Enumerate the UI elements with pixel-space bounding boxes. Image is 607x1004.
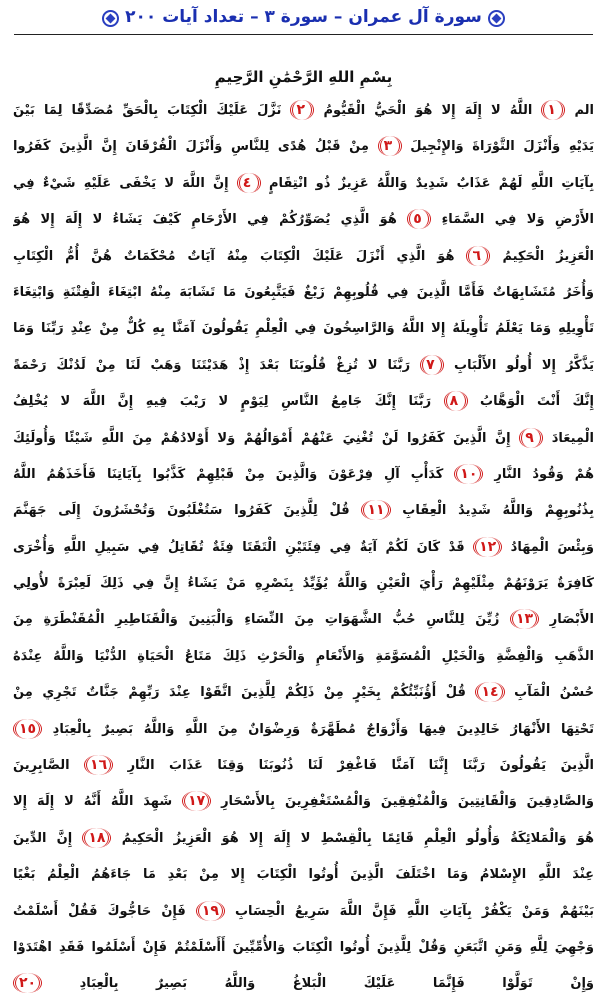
verse-number-marker — [444, 391, 468, 411]
text-line — [13, 276, 594, 312]
verse-number-marker — [466, 246, 490, 266]
surah-title: سورة آل عمران – سورة ٣ – تعداد آيات ٢٠٠ — [125, 7, 482, 27]
verse-number-marker — [290, 100, 314, 120]
verse-number: ١٦ — [90, 757, 108, 774]
verse-number-marker — [361, 500, 390, 520]
verse-number-marker — [13, 719, 42, 739]
verse-text: الذَّهَبِ وَالْفِضَّةِ وَالْخَيْلِ الْمُسَوَّمَةِ وَالأَنْعَامِ وَالْحَرْثِ ذَلِكَ مَتَاعُ الْحَيَاةِ الدُّنْيَا وَاللَّهُ عِنْدَهُ — [13, 648, 594, 664]
verse-number: ١ — [547, 102, 556, 118]
verse-text: مِنْ قَبْلُ هُدًى لِلنَّاسِ وَأَنْزَلَ الْفُرْقَانَ إِنَّ الَّذِينَ كَفَرُوا — [13, 139, 378, 155]
verse-number-marker — [237, 173, 261, 193]
text-line — [13, 785, 594, 821]
text-line — [13, 458, 594, 494]
verse-text: الأَبْصَارِ — [539, 612, 594, 628]
verse-text: هُمْ وَقُودُ النَّارِ — [483, 466, 594, 482]
verse-text: رَبَّنَا إِنَّكَ جَامِعُ النَّاسِ لِيَوْمٍ لا رَيْبَ فِيهِ إِنَّ اللَّهَ لا يُخْلِفُ — [13, 394, 444, 410]
verse-number: ١٠ — [460, 465, 478, 482]
verse-number: ١٧ — [188, 793, 206, 810]
verse-number: ٨ — [449, 393, 459, 410]
text-line — [13, 640, 594, 676]
verse-text: كَافِرَةٌ يَرَوْنَهُمْ مِثْلَيْهِمْ رَأْيَ الْعَيْنِ وَاللَّهُ يُؤَيِّدُ بِنَصْرِهِ مَنْ يَشَاءُ إِنَّ فِي ذَلِكَ لَعِبْرَةً لأُولِي — [13, 576, 594, 592]
verse-number: ٤ — [242, 174, 252, 191]
text-line — [13, 822, 594, 858]
verse-text: وَجْهِيَ لِلَّهِ وَمَنِ اتَّبَعَنِ وَقُلْ لِلَّذِينَ أُوتُوا الْكِتَابَ وَالأُمِّيِّينَ أَأَسْلَمْتُمْ فَإِنْ أَسْلَمُوا فَقَدِ اهْتَدَوْا — [13, 939, 594, 955]
verse-number-marker — [182, 791, 211, 811]
basmala: بِسْمِ اللهِ الرَّحْمَٰنِ الرَّحِيمِ — [214, 68, 393, 86]
verse-text: الَّذِينَ يَقُولُونَ رَبَّنَا إِنَّنَا آمَنَّا فَاغْفِرْ لَنَا ذُنُوبَنَا وَقِنَا عَذَابَ النَّارِ — [113, 758, 594, 774]
header-ornament-icon — [488, 10, 505, 27]
verse-text: شَهِدَ اللَّهُ أَنَّهُ لا إِلَهَ إِلا — [13, 794, 183, 810]
verse-text: تَأْوِيلِهِ وَمَا يَعْلَمُ تَأْوِيلَهُ إِلا اللَّهُ وَالرَّاسِخُونَ فِي الْعِلْمِ يَقُولُونَ آمَنَّا بِهِ كُلٌّ مِنْ عِنْدِ رَبِّنَا وَمَا — [13, 321, 594, 337]
verse-number: ٢ — [296, 102, 305, 118]
verse-text: إِنَّ الدِّينَ — [13, 830, 83, 846]
text-line — [13, 858, 594, 894]
text-line — [13, 713, 594, 749]
verse-number-marker — [378, 136, 402, 156]
verse-text: هُوَ الَّذِي أَنْزَلَ عَلَيْكَ الْكِتَابَ مِنْهُ آيَاتٌ مُحْكَمَاتٌ هُنَّ أُمُّ الْكِتَابِ — [13, 248, 467, 264]
text-line — [13, 931, 594, 967]
verse-number-marker — [473, 537, 502, 557]
verse-number: ١٣ — [516, 611, 534, 628]
verse-text: يَذَّكَّرُ إِلا أُولُو الأَلْبَابِ — [444, 357, 594, 373]
text-line — [13, 494, 594, 530]
verse-text-block — [13, 94, 594, 1004]
text-line — [13, 349, 594, 385]
verse-number: ٥ — [413, 211, 422, 228]
verse-text: بِذُنُوبِهِمْ وَاللَّهُ شَدِيدُ الْعِقَابِ — [390, 503, 594, 519]
verse-text: عِنْدَ اللَّهِ الإِسْلامُ وَمَا اخْتَلَفَ الَّذِينَ أُوتُوا الْكِتَابَ إِلا مِنْ بَعْدِ مَا جَاءَهُمُ الْعِلْمُ بَغْيًا — [13, 867, 594, 883]
verse-number-marker — [196, 901, 225, 921]
verse-text: نَزَّلَ عَلَيْكَ الْكِتَابَ بِالْحَقِّ مُصَدِّقًا لِمَا بَيْنَ — [13, 103, 291, 118]
verse-text: تَحْتِهَا الأَنْهَارُ خَالِدِينَ فِيهَا وَأَزْوَاجٌ مُطَهَّرَةٌ وَرِضْوَانٌ مِنَ اللَّهِ وَاللَّهُ بَصِيرٌ بِالْعِبَادِ — [42, 721, 594, 737]
verse-text: الأَرْضِ وَلا فِي السَّمَاءِ — [431, 212, 594, 228]
text-line — [13, 167, 594, 203]
verse-number-marker — [407, 209, 431, 229]
verse-number-marker — [420, 355, 444, 375]
text-line — [13, 967, 594, 1003]
verse-text: فَإِنْ حَاجُّوكَ فَقُلْ أَسْلَمْتُ — [13, 903, 196, 919]
text-line — [13, 531, 594, 567]
text-line — [13, 567, 594, 603]
text-line — [13, 895, 594, 931]
text-line — [13, 385, 594, 421]
verse-text: رَبَّنَا لا تُزِغْ قُلُوبَنَا بَعْدَ إِذْ هَدَيْتَنَا وَهَبْ لَنَا مِنْ لَدُنْكَ رَحْمَةً — [13, 357, 421, 373]
verse-text: اللَّهُ لا إِلَهَ إِلا هُوَ الْحَيُّ الْقَيُّومُ — [314, 103, 542, 118]
verse-number-marker — [510, 609, 539, 629]
verse-number-marker — [84, 755, 113, 775]
verse-text: وَأُخَرُ مُتَشَابِهَاتٌ فَأَمَّا الَّذِينَ فِي قُلُوبِهِمْ زَيْغٌ فَيَتَّبِعُونَ مَا تَشَابَهَ مِنْهُ ابْتِغَاءَ الْفِتْنَةِ وَابْتِغَاءَ — [13, 284, 594, 300]
text-line — [13, 130, 594, 166]
text-line — [13, 603, 594, 639]
verse-number: ١٤ — [481, 684, 499, 701]
verse-number: ١٥ — [19, 720, 37, 737]
verse-number-marker — [519, 428, 543, 448]
text-line — [13, 312, 594, 348]
text-line — [13, 203, 594, 239]
verse-number: ٩ — [525, 429, 534, 446]
verse-text: زُيِّنَ لِلنَّاسِ حُبُّ الشَّهَوَاتِ مِنَ النِّسَاءِ وَالْبَنِينَ وَالْقَنَاطِيرِ الْمُقَنْطَرَةِ مِنَ — [13, 612, 511, 628]
verse-number-marker — [475, 682, 504, 702]
verse-text: هُوَ الَّذِي يُصَوِّرُكُمْ فِي الأَرْحَامِ كَيْفَ يَشَاءُ لا إِلَهَ إِلا هُوَ — [13, 212, 408, 228]
verse-number-marker — [454, 464, 483, 484]
verse-text: قَدْ كَانَ لَكُمْ آيَةٌ فِي فِئَتَيْنِ الْتَقَتَا فِئَةٌ تُقَاتِلُ فِي سَبِيلِ اللَّهِ وَأُخْرَى — [13, 539, 474, 555]
verse-text: إِنَّكَ أَنْتَ الْوَهَّابُ — [467, 394, 594, 410]
verse-text: الم — [565, 103, 594, 118]
verse-number: ١٢ — [479, 538, 497, 555]
text-line — [13, 422, 594, 458]
page-header — [0, 4, 607, 30]
verse-text: بِآيَاتِ اللَّهِ لَهُمْ عَذَابٌ شَدِيدٌ وَاللَّهُ عَزِيزٌ ذُو انْتِقَامٍ — [260, 175, 594, 191]
verse-text: وَإِنْ تَوَلَّوْا فَإِنَّمَا عَلَيْكَ الْبَلاغُ وَاللَّهُ بَصِيرٌ بِالْعِبَادِ — [42, 976, 594, 992]
verse-number: ١٨ — [88, 829, 106, 846]
verse-number-marker — [13, 973, 42, 993]
verse-number: ٢٠ — [19, 975, 37, 992]
verse-text: كَدَأْبِ آلِ فِرْعَوْنَ وَالَّذِينَ مِنْ قَبْلِهِمْ كَذَّبُوا بِآيَاتِنَا فَأَخَذَهُمُ اللَّهُ — [13, 466, 455, 482]
verse-text: الْمِيعَادَ — [543, 430, 594, 446]
verse-text: وَالصَّادِقِينَ وَالْقَانِتِينَ وَالْمُنْفِقِينَ وَالْمُسْتَغْفِرِينَ بِالأَسْحَارِ — [211, 794, 594, 810]
text-line — [13, 676, 594, 712]
verse-number: ١١ — [367, 502, 385, 519]
verse-text: هُوَ وَالْمَلائِكَةُ وَأُولُو الْعِلْمِ قَائِمًا بِالْقِسْطِ لا إِلَهَ إِلا هُوَ الْعَزِيزُ الْحَكِيمُ — [111, 830, 594, 846]
text-line — [13, 749, 594, 785]
text-line — [13, 240, 594, 276]
verse-number-marker — [541, 100, 565, 120]
verse-number-marker — [82, 828, 111, 848]
verse-text: وَبِئْسَ الْمِهَادُ — [502, 539, 594, 555]
verse-text: قُلْ لِلَّذِينَ كَفَرُوا سَتُغْلَبُونَ وَتُحْشَرُونَ إِلَى جَهَنَّمَ — [13, 503, 362, 519]
verse-text: قُلْ أَؤُنَبِّئُكُمْ بِخَيْرٍ مِنْ ذَلِكُمْ لِلَّذِينَ اتَّقَوْا عِنْدَ رَبِّهِمْ جَنَّاتٌ تَجْرِي مِنْ — [13, 685, 476, 701]
verse-text: حُسْنُ الْمَآبِ — [504, 685, 594, 701]
verse-number: ١٩ — [201, 902, 219, 919]
verse-text: الصَّابِرِينَ — [13, 758, 85, 774]
verse-text: بَيْنَهُمْ وَمَنْ يَكْفُرْ بِآيَاتِ اللَّهِ فَإِنَّ اللَّهَ سَرِيعُ الْحِسَابِ — [224, 903, 594, 919]
verse-text: إِنَّ الَّذِينَ كَفَرُوا لَنْ تُغْنِيَ عَنْهُمْ أَمْوَالُهُمْ وَلا أَوْلادُهُمْ مِنَ اللَّهِ شَيْئًا وَأُولَئِكَ — [13, 430, 520, 446]
verse-number: ٣ — [383, 138, 393, 155]
verse-number: ٧ — [426, 356, 435, 373]
header-divider — [14, 34, 593, 35]
text-line — [13, 94, 594, 130]
verse-text: إِنَّ اللَّهَ لا يَخْفَى عَلَيْهِ شَيْءٌ فِي — [13, 175, 237, 191]
verse-text: الْعَزِيزُ الْحَكِيمُ — [490, 248, 594, 264]
verse-text: يَدَيْهِ وَأَنْزَلَ التَّوْرَاةَ وَالإِنْجِيلَ — [401, 139, 594, 155]
verse-number: ٦ — [472, 247, 482, 264]
header-ornament-icon — [102, 10, 119, 27]
